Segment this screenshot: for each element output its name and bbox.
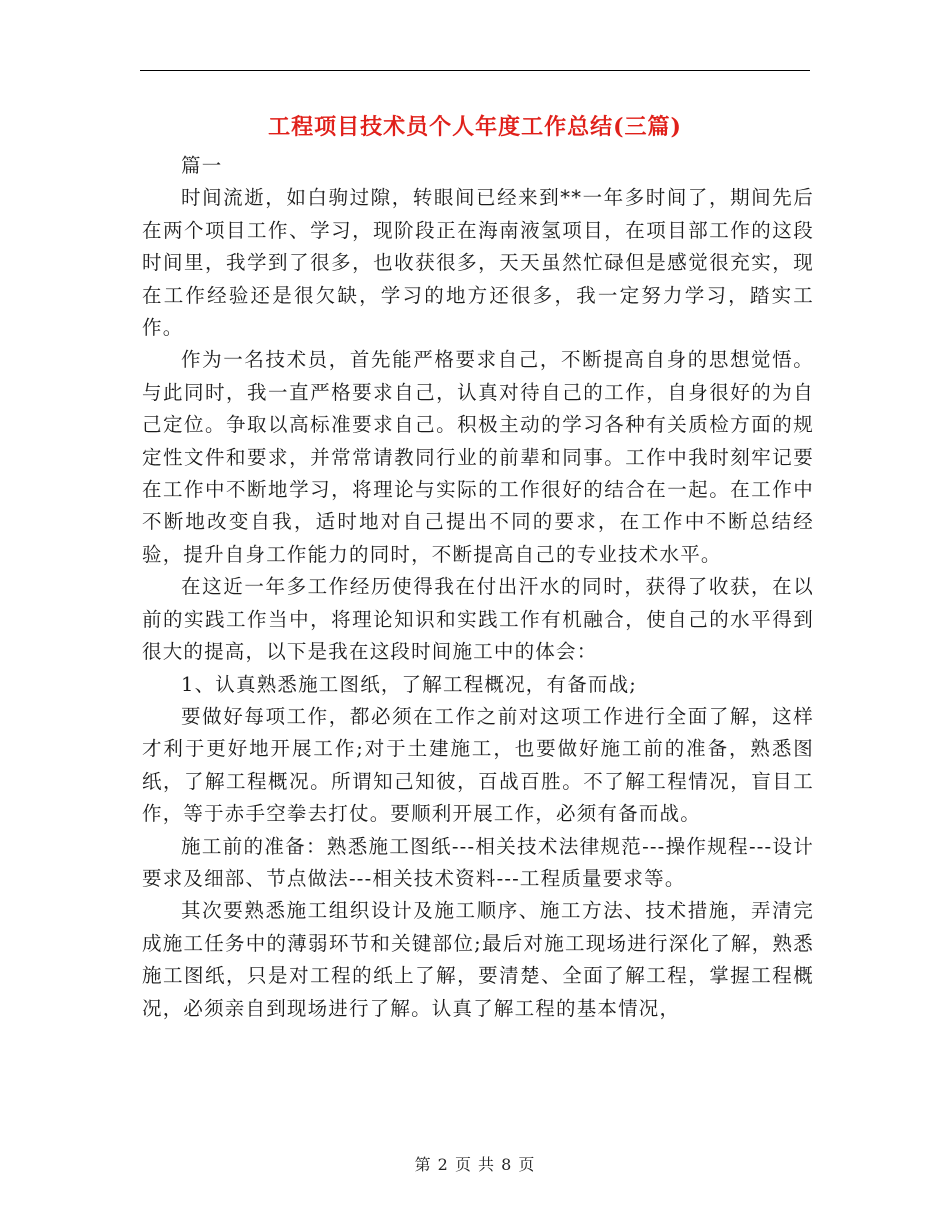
paragraph: 在这近一年多工作经历使得我在付出汗水的同时，获得了收获，在以前的实践工作当中，将理论知识和实践工作有机融合，使自己的水平得到很大的提高，以下是我在这段时间施工中的体会： bbox=[142, 575, 814, 664]
paragraph: 其次要熟悉施工组织设计及施工顺序、施工方法、技术措施，弄清完成施工任务中的薄弱环节和关键部位;最后对施工现场进行深化了解，熟悉施工图纸，只是对工程的纸上了解，要清楚、全面了解工程，掌握工程概况，必须亲自到现场进行了解。认真了解工程的基本情况， bbox=[142, 899, 814, 1020]
header-rule bbox=[140, 70, 810, 71]
paragraph: 施工前的准备：熟悉施工图纸---相关技术法律规范---操作规程---设计要求及细部、节点做法---相关技术资料---工程质量要求等。 bbox=[142, 834, 814, 890]
page-number: 第 2 页 共 8 页 bbox=[414, 1155, 536, 1174]
paragraph: 1、认真熟悉施工图纸，了解工程概况，有备而战; bbox=[181, 672, 638, 696]
section-heading: 篇一 bbox=[181, 154, 223, 177]
document-title: 工程项目技术员个人年度工作总结(三篇) bbox=[268, 114, 682, 140]
paragraph: 要做好每项工作，都必须在工作之前对这项工作进行全面了解，这样才利于更好地开展工作;对于土建施工，也要做好施工前的准备，熟悉图纸，了解工程概况。所谓知己知彼，百战百胜。不了解工程情况，盲目工作，等于赤手空拳去打仗。要顺利开展工作，必须有备而战。 bbox=[142, 704, 814, 826]
paragraph: 时间流逝，如白驹过隙，转眼间已经来到**一年多时间了，期间先后在两个项目工作、学习，现阶段正在海南液氢项目，在项目部工作的这段时间里，我学到了很多，也收获很多，天天虽然忙碌但是感觉很充实，现在工作经验还是很欠缺，学习的地方还很多，我一定努力学习，踏实工作。 bbox=[142, 186, 814, 340]
document-body bbox=[142, 150, 814, 1025]
paragraph: 作为一名技术员，首先能严格要求自己，不断提高自身的思想觉悟。与此同时，我一直严格要求自己，认真对待自己的工作，自身很好的为自己定位。争取以高标准要求自己。积极主动的学习各种有关质检方面的规定性文件和要求，并常常请教同行业的前辈和同事。工作中我时刻牢记要在工作中不断地学习，将理论与实际的工作很好的结合在一起。在工作中不断地改变自我，适时地对自己提出不同的要求，在工作中不断总结经验，提升自身工作能力的同时，不断提高自己的专业技术水平。 bbox=[142, 348, 814, 566]
